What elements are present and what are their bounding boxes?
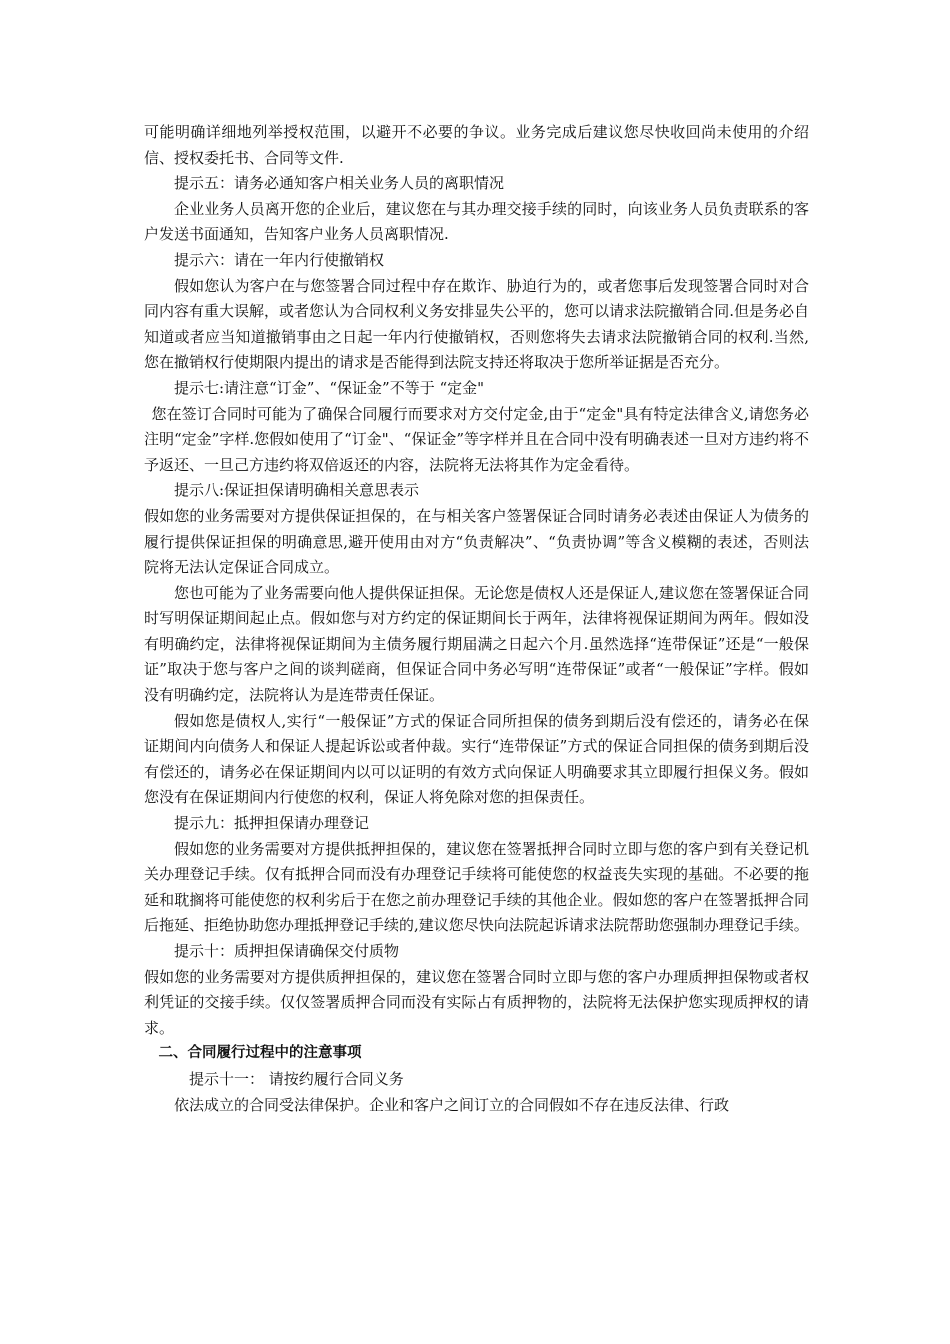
tip-10-heading: 提示十：质押担保请确保交付质物 xyxy=(174,942,400,960)
paragraph-revocation-right: 假如您认为客户在与您签署合同过程中存在欺诈、胁迫行为的，或者您事后发现签署合同时对合同内容有重大误解，或者您认为合同权利义务安排显失公平的，您可以请求法院撤销合同.但是务必自知道或者应当知道撤销事由之日起一年内行使撤销权，否则您将失去请求法院撤销合同的权利.当然,您在撤销权行使期限内提出的请求是否能得到法院支持还将取决于您所举证据是否充分。 xyxy=(144,276,809,372)
tip-6-heading: 提示六：请在一年内行使撤销权 xyxy=(174,250,385,269)
paragraph-guarantee-period: 您也可能为了业务需要向他人提供保证担保。无论您是债权人还是保证人,建议您在签署保证合同时写明保证期间起止点。假如您与对方约定的保证期间长于两年，法律将视保证期间为两年。假如没有明确约定，法律将视保证期间为主债务履行期届满之日起六个月.虽然选择“连带保证”还是“一般保证”取决于您与客户之间的谈判磋商，但保证合同中务必写明“连带保证”或者“一般保证”字样。假如没有明确约定，法院将认为是连带责任保证。 xyxy=(144,583,809,705)
paragraph-contract-performance: 依法成立的合同受法律保护。企业和客户之间订立的合同假如不存在违反法律、行政 xyxy=(174,1095,730,1114)
paragraph-guarantee-intent: 假如您的业务需要对方提供保证担保的，在与相关客户签署保证合同时请务必表述由保证人为债务的履行提供保证担保的明确意思,避开使用由对方“负责解决”、“负责协调”等含义模糊的表述，否则法院将无法认定保证合同成立。 xyxy=(144,506,809,577)
document-page xyxy=(144,120,809,1118)
tip-9-heading: 提示九：抵押担保请办理登记 xyxy=(174,814,370,833)
tip-11-heading: 提示十一： 请按约履行合同义务 xyxy=(189,1069,404,1088)
section-2-heading: 二、合同履行过程中的注意事项 xyxy=(158,1045,362,1062)
tip-7-heading: 提示七:请注意“订金”、“保证金”不等于 “定金" xyxy=(174,378,485,397)
tip-8-heading: 提示八:保证担保请明确相关意思表示 xyxy=(174,481,420,500)
paragraph-deposit: 您在签订合同时可能为了确保合同履行而要求对方交付定金,由于“定金"具有特定法律含义,请您务必注明“定金”字样.您假如使用了“订金"、“保证金”等字样并且在合同中没有明确表述一旦对方违约将不予返还、一旦己方违约将双倍返还的内容，法院将无法将其作为定金看待。 xyxy=(144,404,810,474)
paragraph-creditor-rights: 假如您是债权人,实行“一般保证”方式的保证合同所担保的债务到期后没有偿还的，请务必在保证期间内向债务人和保证人提起诉讼或者仲裁。实行“连带保证”方式的保证合同担保的债务到期后没有偿还的，请务必在保证期间内以可以证明的有效方式向保证人明确要求其立即履行担保义务。假如您没有在保证期间内行使您的权利，保证人将免除对您的担保责任。 xyxy=(144,711,809,807)
tip-5-heading: 提示五：请务必通知客户相关业务人员的离职情况 xyxy=(174,174,505,193)
paragraph-authorization-scope: 可能明确详细地列举授权范围，以避开不必要的争议。业务完成后建议您尽快收回尚未使用的介绍信、授权委托书、合同等文件. xyxy=(144,123,809,167)
paragraph-pledge-delivery: 假如您的业务需要对方提供质押担保的，建议您在签署合同时立即与您的客户办理质押担保物或者权利凭证的交接手续。仅仅签署质押合同而没有实际占有质押物的，法院将无法保护您实现质押权的请求。 xyxy=(144,967,809,1037)
paragraph-mortgage-registration: 假如您的业务需要对方提供抵押担保的，建议您在签署抵押合同时立即与您的客户到有关登记机关办理登记手续。仅有抵押合同而没有办理登记手续将可能使您的权益丧失实现的基础。不必要的拖延和耽搁将可能使您的权利劣后于在您之前办理登记手续的其他企业。假如您的客户在签署抵押合同后拖延、拒绝协助您办理抵押登记手续的,建议您尽快向法院起诉请求法院帮助您强制办理登记手续。 xyxy=(144,839,809,935)
paragraph-staff-departure: 企业业务人员离开您的企业后，建议您在与其办理交接手续的同时，向该业务人员负责联系的客户发送书面通知，告知客户业务人员离职情况. xyxy=(144,199,809,244)
